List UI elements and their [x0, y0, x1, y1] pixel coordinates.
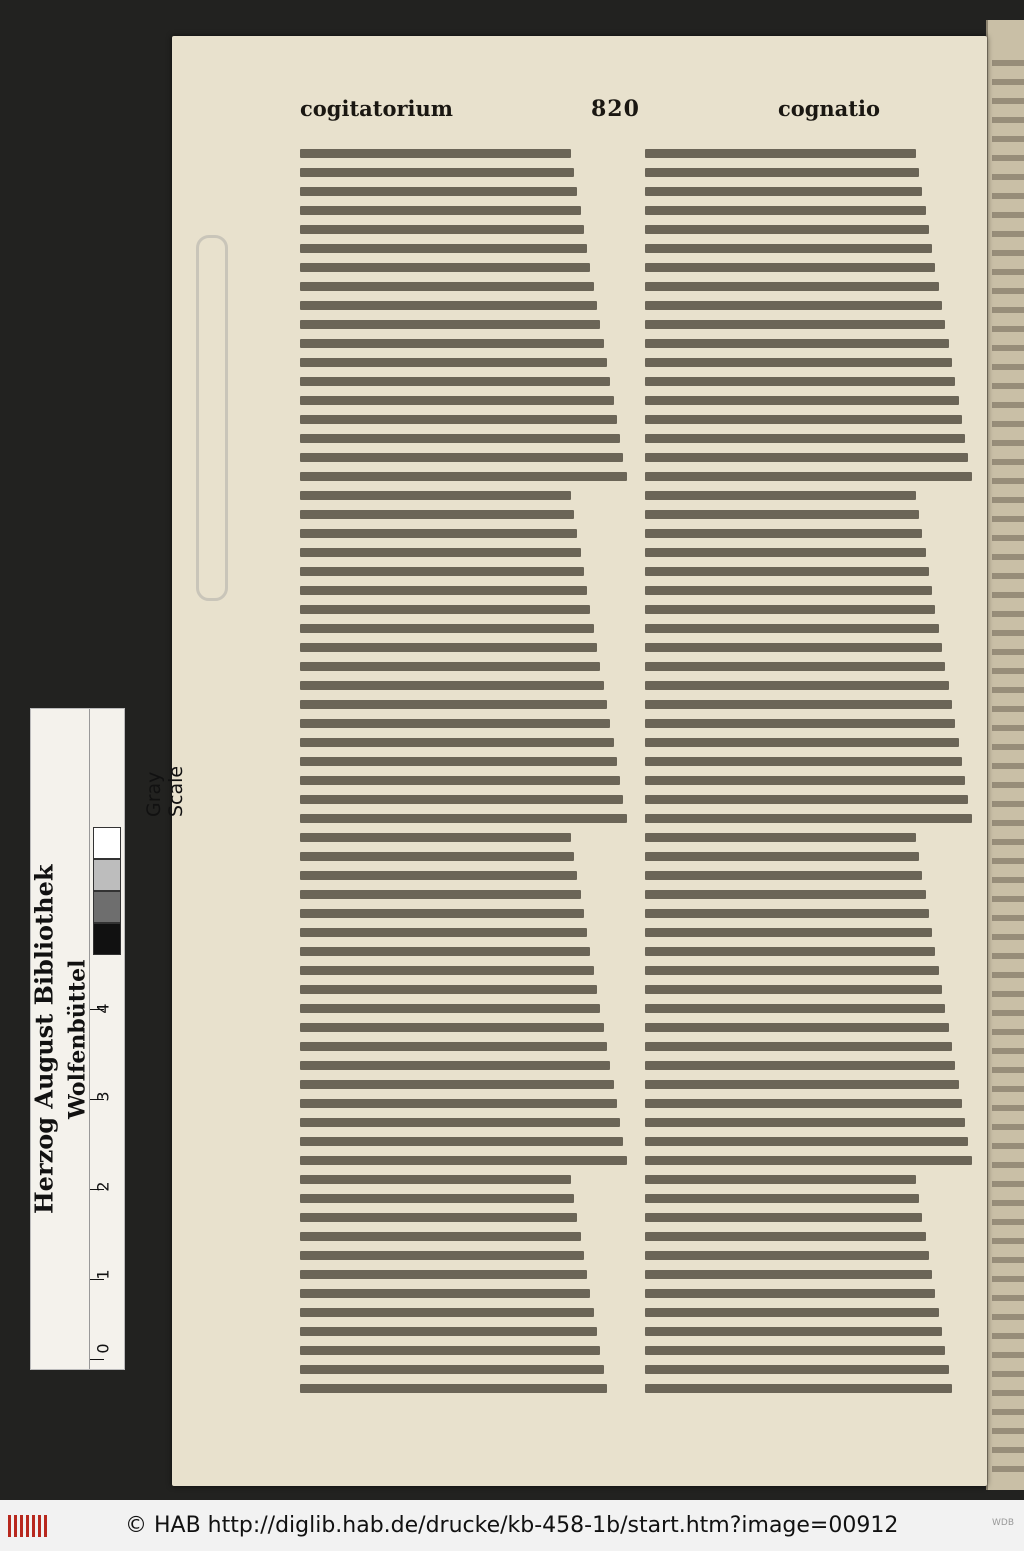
text-line — [645, 1099, 962, 1108]
text-line — [645, 738, 959, 747]
text-line — [300, 339, 604, 348]
text-line — [645, 852, 919, 861]
gray-scale-title: Gray Scale — [143, 765, 187, 817]
text-line — [300, 1137, 623, 1146]
text-line — [300, 1232, 581, 1241]
text-line — [645, 909, 929, 918]
adjacent-page-line — [992, 117, 1024, 123]
text-line — [300, 1004, 600, 1013]
adjacent-page-line — [992, 706, 1024, 712]
text-line — [645, 472, 972, 481]
text-line — [645, 871, 922, 880]
text-line — [645, 1365, 949, 1374]
adjacent-page-line — [992, 1276, 1024, 1282]
text-line — [300, 928, 587, 937]
text-line — [300, 1327, 597, 1336]
text-line — [645, 1175, 916, 1184]
adjacent-page-line — [992, 972, 1024, 978]
text-line — [645, 1270, 932, 1279]
adjacent-page-line — [992, 345, 1024, 351]
text-line — [645, 1213, 922, 1222]
text-line — [300, 472, 627, 481]
text-line — [300, 1042, 607, 1051]
gray-patch-white — [93, 827, 121, 859]
adjacent-page-line — [992, 1466, 1024, 1472]
adjacent-page-line — [992, 649, 1024, 655]
text-line — [300, 1194, 574, 1203]
adjacent-page-line — [992, 1143, 1024, 1149]
text-line — [300, 149, 571, 158]
text-line — [645, 624, 939, 633]
adjacent-page-line — [992, 839, 1024, 845]
text-line — [645, 605, 935, 614]
text-line — [645, 1327, 942, 1336]
text-line — [300, 586, 587, 595]
text-line — [300, 985, 597, 994]
adjacent-page-line — [992, 1257, 1024, 1263]
text-line — [645, 377, 955, 386]
text-line — [645, 1251, 929, 1260]
hab-logo-icon — [8, 1513, 50, 1539]
text-line — [300, 187, 577, 196]
text-line — [300, 814, 627, 823]
adjacent-page-line — [992, 307, 1024, 313]
text-line — [300, 890, 581, 899]
text-line — [645, 1346, 945, 1355]
text-line — [300, 719, 610, 728]
adjacent-page-line — [992, 1238, 1024, 1244]
text-line — [645, 890, 926, 899]
text-line — [300, 1156, 627, 1165]
text-line — [645, 548, 926, 557]
text-line — [645, 776, 965, 785]
text-line — [645, 263, 935, 272]
text-line — [300, 605, 590, 614]
library-stamp — [31, 709, 89, 1369]
left-headword: cogitatorium — [300, 96, 453, 121]
text-line — [645, 757, 962, 766]
text-line — [645, 1004, 945, 1013]
ruler-tick — [90, 1359, 104, 1360]
text-line — [645, 985, 942, 994]
text-line — [645, 681, 949, 690]
text-line — [300, 263, 590, 272]
text-line — [645, 396, 959, 405]
adjacent-page-line — [992, 782, 1024, 788]
text-line — [300, 244, 587, 253]
gray-patch-black — [93, 923, 121, 955]
adjacent-page-line — [992, 1333, 1024, 1339]
adjacent-page-line — [992, 611, 1024, 617]
adjacent-page-line — [992, 231, 1024, 237]
adjacent-page-line — [992, 668, 1024, 674]
text-line — [300, 1213, 577, 1222]
text-line — [300, 738, 614, 747]
adjacent-page-line — [992, 934, 1024, 940]
adjacent-page-line — [992, 269, 1024, 275]
adjacent-page-line — [992, 155, 1024, 161]
text-line — [645, 1156, 972, 1165]
adjacent-page-line — [992, 820, 1024, 826]
text-line — [300, 282, 594, 291]
text-line — [300, 909, 584, 918]
text-line — [645, 700, 952, 709]
text-line — [300, 301, 597, 310]
left-column-text — [300, 145, 630, 1474]
adjacent-page-line — [992, 573, 1024, 579]
text-line — [300, 643, 597, 652]
adjacent-page-line — [992, 1086, 1024, 1092]
right-column-text — [645, 145, 975, 1474]
text-line — [645, 567, 929, 576]
adjacent-page-line — [992, 326, 1024, 332]
adjacent-page-line — [992, 250, 1024, 256]
text-line — [300, 1080, 614, 1089]
adjacent-page-line — [992, 1124, 1024, 1130]
text-line — [300, 662, 600, 671]
text-line — [645, 529, 922, 538]
gray-patch-mid — [93, 891, 121, 923]
text-line — [645, 1080, 959, 1089]
adjacent-page-line — [992, 79, 1024, 85]
text-line — [645, 643, 942, 652]
adjacent-page-line — [992, 1352, 1024, 1358]
adjacent-page-line — [992, 1295, 1024, 1301]
adjacent-page-line — [992, 725, 1024, 731]
text-line — [645, 1384, 952, 1393]
adjacent-page-line — [992, 383, 1024, 389]
footer-tag: WDB — [991, 1518, 1014, 1528]
adjacent-page-line — [992, 1447, 1024, 1453]
ruler-number: 4 — [93, 1003, 113, 1014]
adjacent-page-line — [992, 1219, 1024, 1225]
text-line — [645, 1137, 968, 1146]
adjacent-page-line — [992, 1067, 1024, 1073]
text-line — [300, 852, 574, 861]
text-line — [645, 1118, 965, 1127]
text-line — [300, 358, 607, 367]
text-line — [645, 1194, 919, 1203]
adjacent-page-line — [992, 1428, 1024, 1434]
adjacent-page-line — [992, 288, 1024, 294]
text-line — [645, 586, 932, 595]
running-header — [300, 96, 880, 132]
text-line — [645, 510, 919, 519]
text-line — [300, 415, 617, 424]
adjacent-page-line — [992, 516, 1024, 522]
text-line — [300, 947, 590, 956]
adjacent-page-line — [992, 592, 1024, 598]
text-line — [645, 187, 922, 196]
text-line — [645, 244, 932, 253]
text-line — [300, 510, 574, 519]
adjacent-page-line — [992, 1409, 1024, 1415]
institution-line-1: Herzog August Bibliothek — [29, 864, 59, 1214]
text-line — [645, 795, 968, 804]
text-line — [300, 1118, 620, 1127]
adjacent-page-line — [992, 364, 1024, 370]
adjacent-page-line — [992, 421, 1024, 427]
text-line — [300, 396, 614, 405]
adjacent-page-line — [992, 535, 1024, 541]
text-line — [300, 681, 604, 690]
text-line — [300, 567, 584, 576]
text-line — [645, 947, 935, 956]
text-line — [645, 453, 968, 462]
adjacent-page-line — [992, 136, 1024, 142]
adjacent-page-line — [992, 1181, 1024, 1187]
adjacent-page-line — [992, 1105, 1024, 1111]
text-line — [300, 966, 594, 975]
adjacent-page-line — [992, 1029, 1024, 1035]
adjacent-page-line — [992, 478, 1024, 484]
text-line — [645, 149, 916, 158]
adjacent-page-line — [992, 1010, 1024, 1016]
ruler-number: 1 — [93, 1269, 113, 1280]
ruler-number: 0 — [93, 1343, 113, 1354]
scale-ruler — [89, 709, 187, 1369]
text-line — [300, 700, 607, 709]
text-line — [645, 415, 962, 424]
adjacent-page-line — [992, 1200, 1024, 1206]
text-line — [300, 1061, 610, 1070]
adjacent-page-line — [992, 1371, 1024, 1377]
text-line — [300, 624, 594, 633]
text-line — [645, 719, 955, 728]
adjacent-page-line — [992, 687, 1024, 693]
text-line — [645, 339, 949, 348]
text-line — [645, 225, 929, 234]
text-line — [645, 662, 945, 671]
adjacent-page-line — [992, 801, 1024, 807]
text-line — [300, 1346, 600, 1355]
footer-bar — [0, 1500, 1024, 1551]
text-line — [300, 795, 623, 804]
text-line — [300, 1175, 571, 1184]
text-line — [300, 1365, 604, 1374]
text-line — [300, 377, 610, 386]
text-line — [300, 548, 581, 557]
gray-patch-light — [93, 859, 121, 891]
adjacent-page-line — [992, 630, 1024, 636]
institution-line-2: Wolfenbüttel — [64, 959, 91, 1119]
right-headword: cognatio — [777, 96, 880, 121]
text-line — [300, 529, 577, 538]
text-line — [645, 434, 965, 443]
adjacent-page-line — [992, 1314, 1024, 1320]
text-line — [645, 928, 932, 937]
text-line — [645, 282, 939, 291]
adjacent-page-line — [992, 193, 1024, 199]
adjacent-page-line — [992, 858, 1024, 864]
text-line — [300, 1251, 584, 1260]
text-line — [300, 833, 571, 842]
adjacent-page-line — [992, 402, 1024, 408]
text-line — [645, 491, 916, 500]
adjacent-page-line — [992, 877, 1024, 883]
text-line — [300, 1270, 587, 1279]
adjacent-page-line — [992, 953, 1024, 959]
adjacent-page-line — [992, 98, 1024, 104]
gray-scale-card — [29, 708, 187, 1370]
adjacent-page-line — [992, 991, 1024, 997]
adjacent-page-line — [992, 1048, 1024, 1054]
adjacent-page-line — [992, 896, 1024, 902]
text-line — [300, 1099, 617, 1108]
text-line — [300, 225, 584, 234]
text-line — [300, 453, 623, 462]
adjacent-page-line — [992, 915, 1024, 921]
adjacent-page-line — [992, 1390, 1024, 1396]
text-line — [645, 1232, 926, 1241]
adjacent-page-line — [992, 60, 1024, 66]
text-line — [645, 301, 942, 310]
text-line — [300, 1384, 607, 1393]
text-line — [300, 168, 574, 177]
text-line — [300, 320, 600, 329]
adjacent-page-line — [992, 459, 1024, 465]
text-line — [645, 1023, 949, 1032]
adjacent-page-edge — [986, 20, 1024, 1490]
text-line — [645, 206, 926, 215]
ruler-number: 2 — [93, 1181, 113, 1192]
text-line — [300, 757, 617, 766]
text-line — [300, 1308, 594, 1317]
text-line — [645, 358, 952, 367]
text-line — [645, 168, 919, 177]
text-line — [645, 320, 945, 329]
footer-url[interactable]: © HAB http://diglib.hab.de/drucke/kb-458-1b/start.htm?image=00912 — [125, 1513, 899, 1538]
text-line — [645, 1289, 935, 1298]
text-line — [300, 491, 571, 500]
adjacent-page-line — [992, 1162, 1024, 1168]
text-line — [300, 1289, 590, 1298]
page-number: 820 — [591, 96, 640, 122]
text-line — [645, 814, 972, 823]
adjacent-page-line — [992, 497, 1024, 503]
text-line — [300, 206, 581, 215]
text-line — [645, 1061, 955, 1070]
adjacent-page-line — [992, 440, 1024, 446]
text-line — [300, 871, 577, 880]
text-line — [645, 1042, 952, 1051]
text-line — [645, 833, 916, 842]
text-line — [300, 1023, 604, 1032]
text-line — [645, 1308, 939, 1317]
adjacent-page-line — [992, 174, 1024, 180]
ruler-number: 3 — [93, 1091, 113, 1102]
adjacent-page-line — [992, 763, 1024, 769]
adjacent-page-line — [992, 212, 1024, 218]
page-clip — [196, 235, 228, 601]
text-line — [300, 434, 620, 443]
text-line — [645, 966, 939, 975]
adjacent-page-line — [992, 744, 1024, 750]
text-line — [300, 776, 620, 785]
adjacent-page-line — [992, 554, 1024, 560]
